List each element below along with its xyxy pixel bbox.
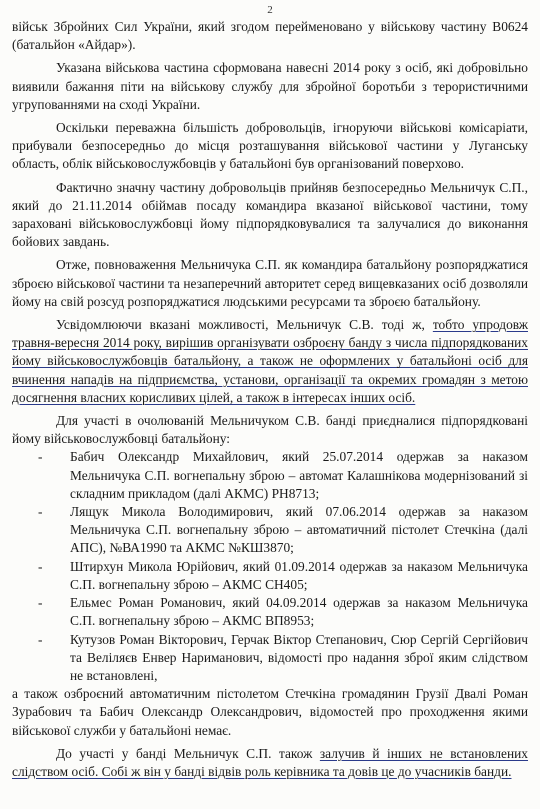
list-item: - Кутузов Роман Вікторович, Герчак Віктор Степанович, Сюр Сергій Сергійович та Веліляєв Енвер Нариманович, відомості про надання зброї яким слідством не встановлені, — [38, 631, 528, 683]
list-marker: - — [38, 595, 43, 611]
paragraph-5: Отже, повноваження Мельничука С.П. як командира батальйону розпоряджатися зброєю військової частини та незаперечний авторитет серед вищевказаних осіб дозволяли йому на свій розсуд розпоряджатися людськими ресурсами та зброєю батальйону. — [12, 257, 528, 309]
list-item: - Ельмес Роман Романович, який 04.09.2014 одержав за наказом Мельничука С.П. вогнепальну зброю – АКМС ВП8953; — [38, 595, 528, 629]
list-item: - Штирхун Микола Юрійович, який 01.09.2014 одержав за наказом Мельничука С.П. вогнепальну зброю – АКМС СН405; — [38, 558, 528, 592]
list-marker: - — [38, 449, 43, 465]
list-marker: - — [38, 504, 43, 520]
paragraph-2: Указана військова частина сформована навесні 2014 року з осіб, які добровільно виявили бажання піти на військову службу для збройної боротьби з терористичними угрупованнями на сході України. — [12, 60, 528, 112]
list-item: - Бабич Олександр Михайлович, який 25.07.2014 одержав за наказом Мельничука С.П. вогнепальну зброю – автомат Калашнікова модернізований зі складним прикладом (далі АКМС) РН8713; — [38, 449, 528, 501]
paragraph-8: а також озброєний автоматичним пістолетом Стечкіна громадянин Грузії Двалі Роман Зурабович та Бабич Олександр Олександрович, відомостей про проходження якими військової служби у батальйоні немає. — [12, 686, 528, 738]
paragraph-4: Фактично значну частину добровольців прийняв безпосередньо Мельничук С.П., який до 21.11.2014 обіймав посаду командира вказаної військової частини, тому зараховані військовослужбовці йому підпорядковувалися та залучалися до виконання бойових завдань. — [12, 179, 528, 250]
paragraph-7-intro: Для участі в очолюваній Мельничуком С.В. банді приєдналися підпорядковані йому військовослужбовці батальйону: — [12, 413, 528, 447]
paragraph-9-text: До участі у банді Мельничук С.П. також — [56, 745, 320, 761]
list-marker: - — [38, 558, 43, 574]
paragraph-9-underlined: залучив й інших не встановлених слідством осіб. Собі ж він у банді відвів роль керівника та довів це до учасників банди. — [12, 745, 529, 779]
members-list — [12, 448, 528, 685]
paragraph-6-text: Усвідомлюючи вказані можливості, Мельничук С.В. тоді ж, — [56, 317, 433, 333]
paragraph-6-underlined: тобто упродовж травня-вересня 2014 року, вирішив організувати озброєну банду з числа підпорядкованих йому військовослужбовців батальйону, а також не оформлених у батальйоні осіб для вчинення нападів на підприємства, установи, організації та окремих громадян з метою досягнення власних корисливих цілей, а також в інтересах інших осіб. — [12, 317, 528, 405]
list-item: - Лящук Микола Володимирович, який 07.06.2014 одержав за наказом Мельничука С.П. вогнепальну зброю – автоматичний пістолет Стечкіна (далі АПС), №ВА1990 та АКМС №КШ3870; — [38, 504, 528, 556]
document-body — [12, 18, 528, 781]
paragraph-6 — [12, 316, 528, 407]
paragraph-9 — [12, 745, 528, 781]
page-number: 2 — [267, 4, 273, 16]
paragraph-1: військ Збройних Сил України, який згодом перейменовано у військову частину В0624 (батальйон «Айдар»). — [12, 19, 528, 53]
paragraph-3: Оскільки переважна більшість добровольців, ігноруючи військові комісаріати, прибували безпосередньо до місця розташування військової частини у Луганську область, облік військовослужбовців у батальйоні був організований поверхово. — [12, 120, 528, 172]
list-marker: - — [38, 631, 43, 647]
